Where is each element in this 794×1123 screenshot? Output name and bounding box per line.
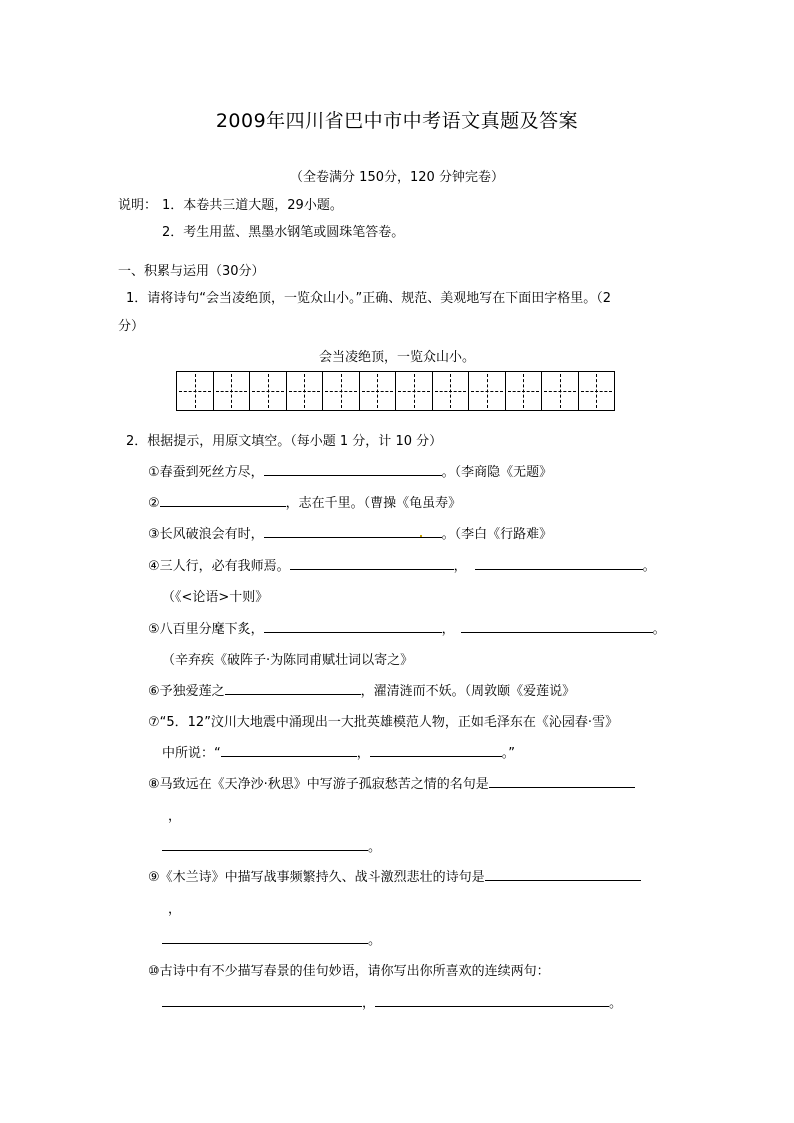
item-8-text: ⑧马致远在《天净沙·秋思》中写游子孤寂愁苦之情的名句是: [148, 777, 489, 792]
item-4-post: 。: [642, 559, 656, 574]
note-item-1: 1．本卷共三道大题，29小题。: [162, 198, 343, 213]
blank-10b[interactable]: [375, 992, 609, 1007]
item-7-mid: ，: [356, 746, 370, 761]
blank-6[interactable]: [225, 680, 361, 695]
item-1-post: 。（李商隐《无题》: [441, 465, 553, 480]
grid-cell[interactable]: [214, 372, 251, 410]
blank-9a[interactable]: [485, 866, 641, 881]
grid-cell[interactable]: [323, 372, 360, 410]
grid-cell[interactable]: [360, 372, 397, 410]
q2-item-6: [148, 680, 575, 699]
item-1-pre: ①春蚕到死丝方尽，: [148, 465, 264, 480]
blank-2[interactable]: [160, 492, 286, 507]
item-4-source: （《<论语>十则》: [162, 590, 269, 605]
note-item-2: 2．考生用蓝、黑墨水钢笔或圆珠笔答卷。: [162, 225, 405, 240]
blank-10a[interactable]: [162, 992, 362, 1007]
grid-cell[interactable]: [177, 372, 214, 410]
item-5-pre: ⑤八百里分麾下炙，: [148, 622, 264, 637]
grid-cell[interactable]: [433, 372, 470, 410]
item-8-comma: ，: [168, 809, 182, 824]
q2-item-4: [148, 555, 656, 574]
item-4-mid: ，: [453, 559, 467, 574]
tianzige-grid[interactable]: [176, 371, 615, 411]
q2-item-8-line1: [148, 773, 635, 792]
blank-8b[interactable]: [162, 836, 368, 851]
item-9-comma: ，: [168, 902, 182, 917]
grid-cell[interactable]: [506, 372, 543, 410]
blank-8a[interactable]: [489, 773, 635, 788]
item-4-pre: ④三人行，必有我师焉。: [148, 559, 290, 574]
q2-item-9-line3: [162, 929, 381, 948]
grid-cell[interactable]: [287, 372, 324, 410]
blank-7b[interactable]: [370, 742, 502, 757]
item-5-source: （辛弃疾《破阵子·为陈同甫赋壮词以寄之》: [162, 653, 414, 668]
q2-item-2: [148, 492, 461, 511]
item-6-pre: ⑥予独爱莲之: [148, 684, 225, 699]
q1-text-line2: 分）: [118, 319, 145, 334]
item-2-post: ，志在千里。（曹操《龟虽寿》: [285, 496, 462, 511]
grid-cell[interactable]: [579, 372, 615, 410]
q2-item-8-line3: [162, 836, 381, 855]
q2-item-5: [148, 618, 666, 637]
section-heading: 一、积累与运用（30分）: [118, 264, 265, 279]
stray-mark: [420, 535, 422, 537]
q2-item-3: [148, 523, 552, 542]
item-5-mid: ，: [441, 622, 455, 637]
blank-5b[interactable]: [461, 618, 653, 633]
item-3-pre: ③长风破浪会有时，: [148, 527, 264, 542]
blank-9b[interactable]: [162, 929, 368, 944]
blank-4b[interactable]: [475, 555, 643, 570]
blank-7a[interactable]: [221, 742, 357, 757]
page-title: 2009年四川省巴中市中考语文真题及答案: [215, 110, 579, 132]
grid-cell[interactable]: [250, 372, 287, 410]
item-5-post: 。: [652, 622, 666, 637]
q2-heading: 2．根据提示，用原文填空。（每小题 1 分，计 10 分）: [126, 434, 443, 449]
item-10-end: 。: [609, 996, 623, 1011]
item-6-post: ，濯清涟而不妖。（周敦颐《爱莲说》: [360, 684, 576, 699]
q2-item-7-line2: [162, 742, 515, 761]
q2-item-7-line1: ⑦“5．12”汶川大地震中涌现出一大批英雄模范人物，正如毛泽东在《沁园春·雪》: [148, 715, 619, 730]
blank-5a[interactable]: [264, 618, 442, 633]
item-9-end: 。: [368, 933, 382, 948]
item-2-pre: ②: [148, 496, 160, 511]
q1-text-line1: 1．请将诗句“会当凌绝顶，一览众山小。”正确、规范、美观地写在下面田字格里。（2: [126, 291, 612, 306]
grid-cell[interactable]: [396, 372, 433, 410]
item-8-end: 。: [368, 840, 382, 855]
blank-1[interactable]: [264, 461, 442, 476]
q2-item-1: [148, 461, 552, 480]
blank-3[interactable]: [264, 523, 442, 538]
notes-label: 说明：: [118, 198, 158, 213]
item-3-post: 。（李白《行路难》: [441, 527, 553, 542]
item-7-pre: 中所说：“: [162, 746, 221, 761]
grid-cell[interactable]: [469, 372, 506, 410]
item-7-post: 。”: [501, 746, 516, 761]
q2-item-10-line1: ⑩古诗中有不少描写春景的佳句妙语，请你写出你所喜欢的连续两句：: [148, 964, 550, 979]
q2-item-10-line2: [162, 992, 622, 1011]
q1-poem: 会当凌绝顶，一览众山小。: [318, 350, 475, 365]
q2-item-9-line1: [148, 866, 641, 885]
subtitle: （全卷满分 150分，120 分钟完卷）: [290, 170, 504, 185]
item-10-mid: ，: [362, 996, 376, 1011]
grid-cell[interactable]: [542, 372, 579, 410]
item-9-text: ⑨《木兰诗》中描写战事频繁持久、战斗激烈悲壮的诗句是: [148, 870, 485, 885]
blank-4a[interactable]: [290, 555, 454, 570]
